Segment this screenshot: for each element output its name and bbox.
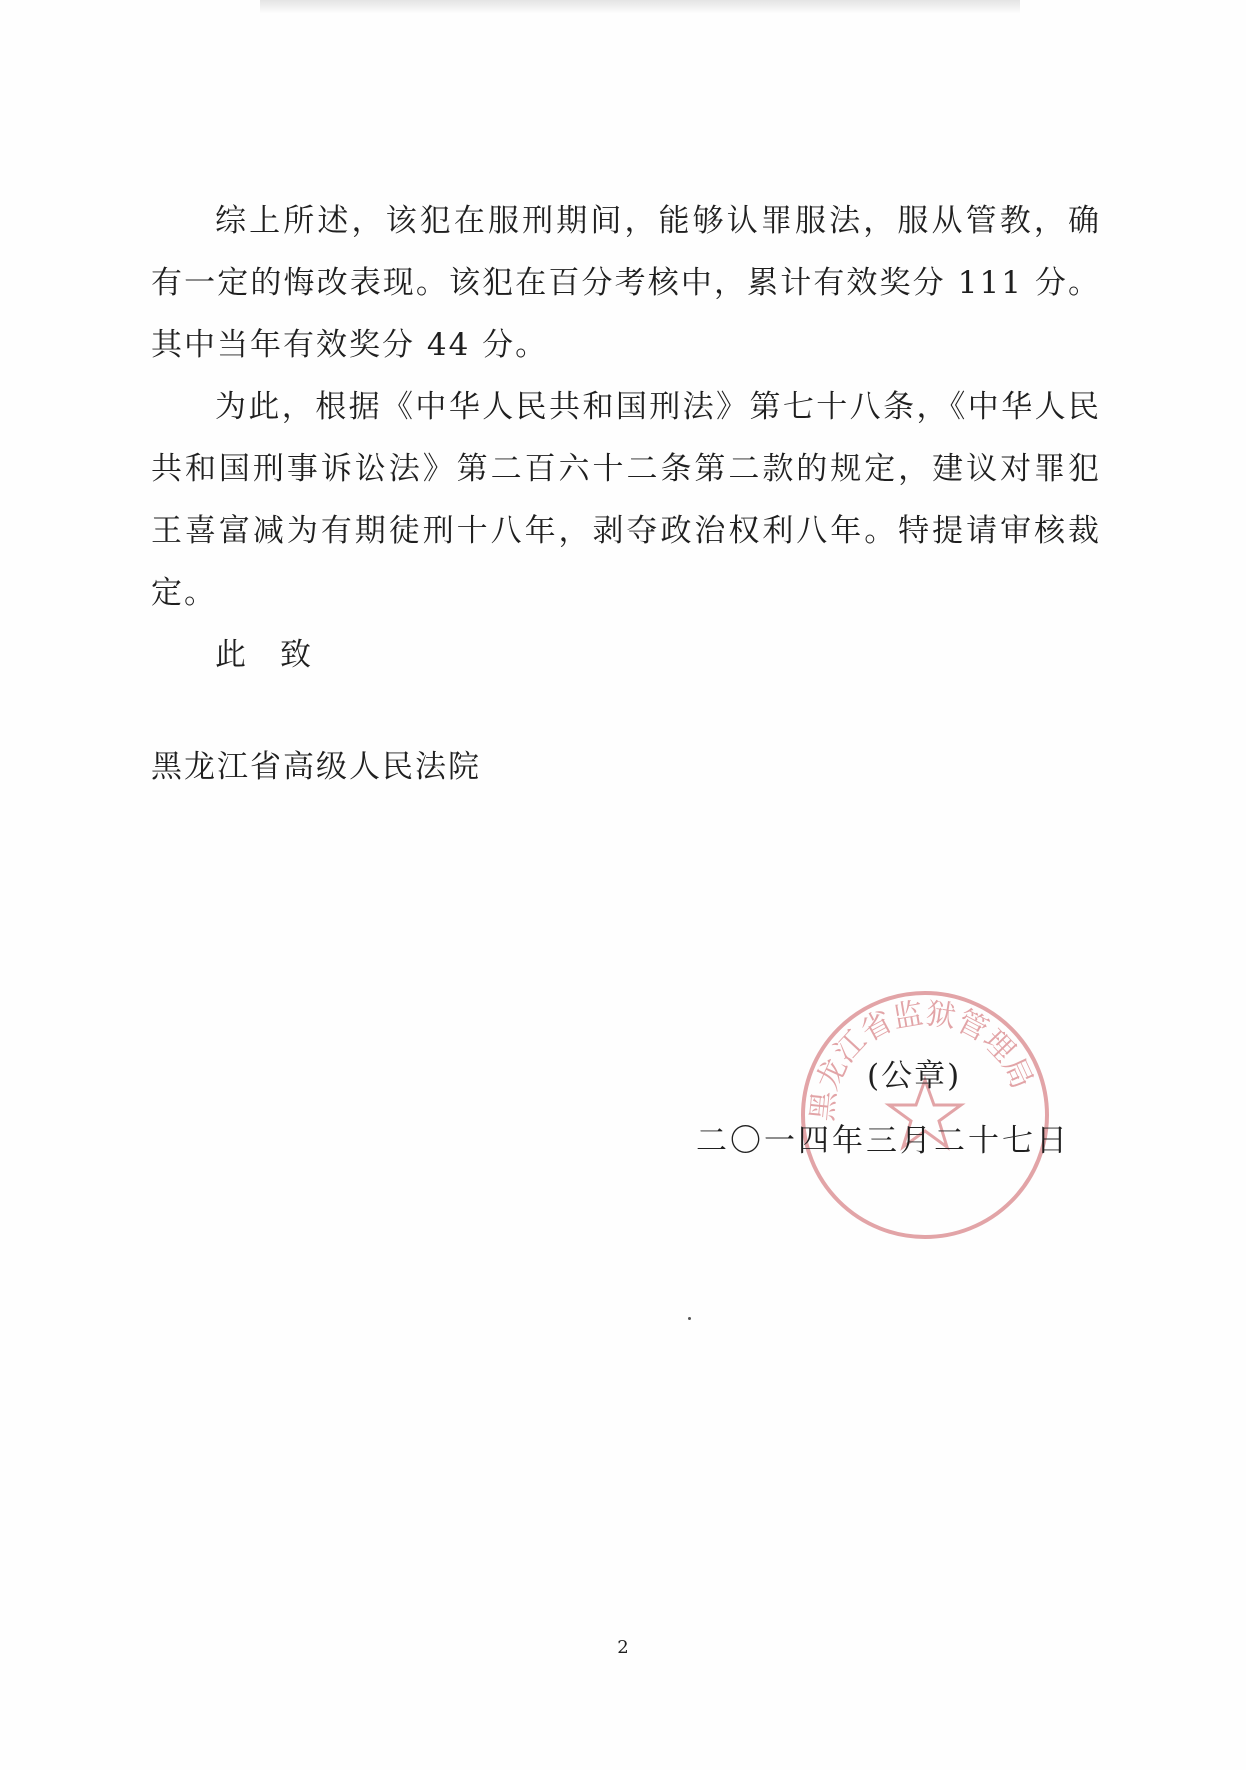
document-body [151, 190, 1101, 686]
summary-paragraph: 综上所述，该犯在服刑期间，能够认罪服法，服从管教，确有一定的悔改表现。该犯在百分考核中，累计有效奖分 111 分。其中当年有效奖分 44 分。 [151, 203, 1101, 363]
document-date: 二〇一四年三月二十七日 [696, 1123, 1070, 1159]
seal-label: (公章) [867, 1058, 962, 1094]
salutation-char-1: 此 [215, 637, 248, 673]
seal-lettering: 黑龙江省监狱管理局 [805, 996, 1040, 1123]
recommendation-paragraph: 为此，根据《中华人民共和国刑法》第七十八条，《中华人民共和国刑事诉讼法》第二百六十二条第二款的规定，建议对罪犯王喜富减为有期徒刑十八年，剥夺政治权利八年。特提请审核裁定。 [151, 389, 1101, 611]
page-number: 2 [617, 1637, 629, 1658]
salutation [151, 624, 1101, 686]
scan-shadow [260, 0, 1020, 14]
court-name: 黑龙江省高级人民法院 [151, 749, 481, 785]
scan-speck [688, 1317, 691, 1320]
salutation-char-2: 致 [280, 637, 313, 673]
